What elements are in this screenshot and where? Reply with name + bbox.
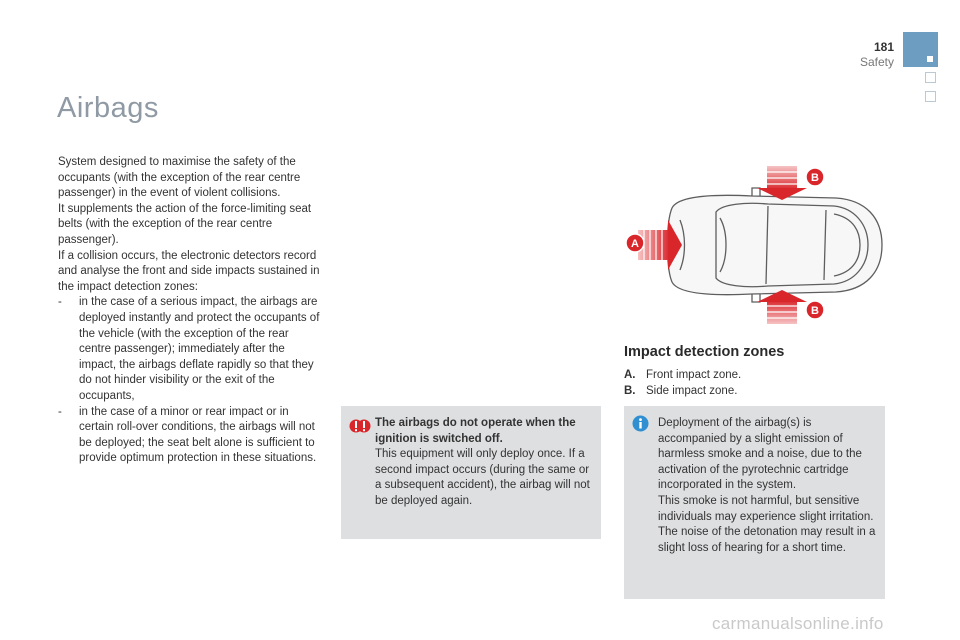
info-box [624,406,885,599]
impact-arrow-b-top [757,166,807,200]
marker-a [626,234,644,252]
marker-a-label: A [631,238,639,250]
marker-b-top [806,168,824,186]
page-title: Airbags [57,92,159,124]
legend-text: Front impact zone. [646,369,742,381]
marker-b-bottom-label: B [811,305,819,317]
list-item-text: in the case of a minor or rear impact or in certain roll-over conditions, the airbags will not be deployed; the seat belt alone is sufficient to provide optimum protection in these situations. [79,405,317,465]
intro-text [58,155,322,467]
legend-letter: A. [624,369,636,381]
warning-box [341,406,601,539]
section-tab[interactable] [925,72,936,83]
intro-paragraph: If a collision occurs, the electronic detectors record and analyse the front and side impacts sustained in the impact detection zones: [58,249,320,293]
impact-zones-heading: Impact detection zones [624,344,785,360]
car-top-view [668,188,883,302]
info-paragraph: This smoke is not harmful, but sensitive individuals may experience slight irritation. [658,494,874,523]
info-icon [632,415,649,432]
warning-lead: The airbags do not operate when the ignition is switched off. [375,417,576,445]
info-paragraph: The noise of the detonation may result in a slight loss of hearing for a short time. [658,526,876,554]
list-item [58,405,322,467]
list-dash: - [58,296,62,309]
warning-icon [349,415,371,437]
list-item-text: in the case of a serious impact, the airbags are deployed instantly and protect the occupants of the vehicle (with the exception of the rear centre passenger); immediately after the impact, the airbags deflate rapidly so that they do not hinder visibility or the exit of the occupants, [79,296,320,402]
warning-text [375,416,597,510]
marker-b-bottom [806,301,824,319]
watermark: carmanualsonline.info [712,614,884,633]
legend-item [624,367,741,383]
legend-letter: B. [624,385,636,397]
legend-item [624,383,741,399]
impact-zone-figure [620,160,890,330]
list-item [58,295,322,404]
impact-arrow-b-bottom [757,290,807,324]
intro-paragraph: System designed to maximise the safety of the occupants (with the exception of the rear centre passenger) in the event of violent collisions. [58,156,301,200]
list-dash: - [58,405,62,418]
section-tab[interactable] [925,91,936,102]
legend-text: Side impact zone. [646,385,738,397]
info-text [658,416,882,556]
impact-zones-legend [624,367,741,399]
info-paragraph: Deployment of the airbag(s) is accompanied by a slight emission of harmless smoke and a noise, due to the activation of the pyrotechnic cartridge incorporated in the system. [658,417,862,492]
intro-paragraph: It supplements the action of the force-limiting seat belts (with the exception of the rear centre passenger). [58,202,312,246]
warning-body: This equipment will only deploy once. If a second impact occurs (during the same or a subsequent accident), the airbag will not be deployed again. [375,448,590,507]
page-number: 181 [873,40,894,54]
section-name: Safety [859,55,894,69]
marker-b-top-label: B [811,172,819,184]
section-tab-active[interactable] [903,32,938,67]
